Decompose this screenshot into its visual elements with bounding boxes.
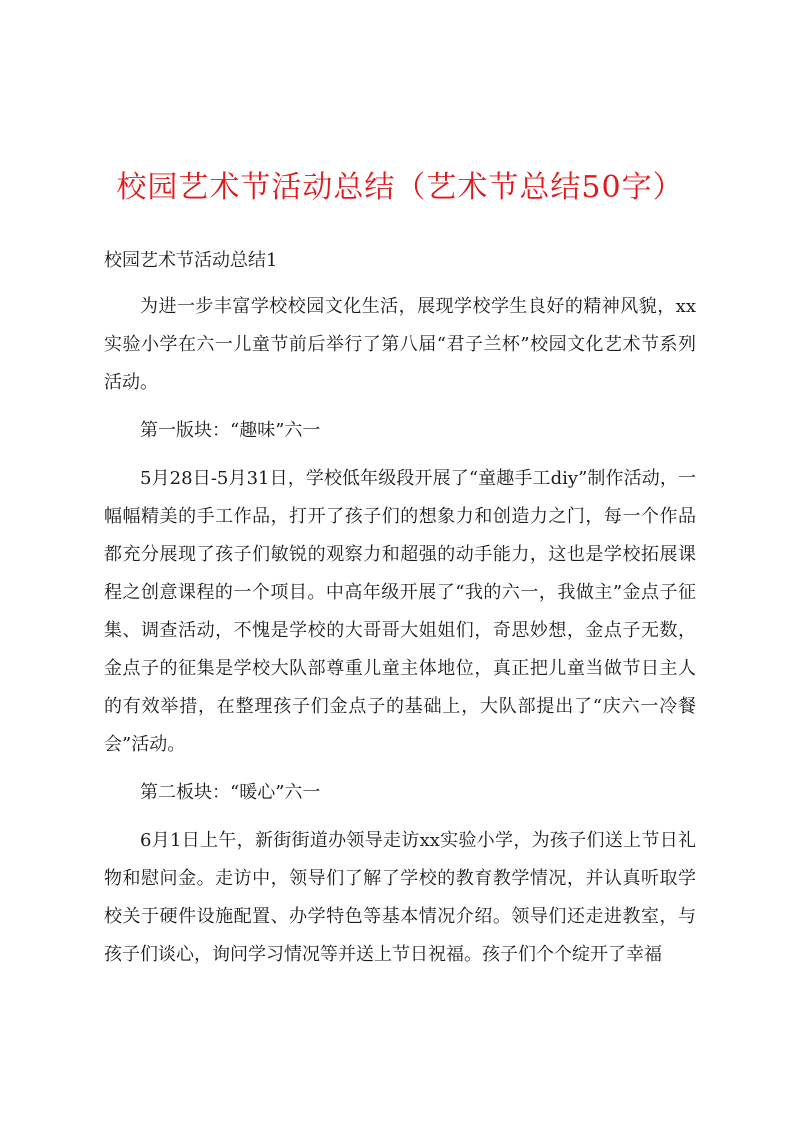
paragraph-intro: 为进一步丰富学校校园文化生活，展现学校学生良好的精神风貌，xx实验小学在六一儿童节前后举行了第八届“君子兰杯”校园文化艺术节系列活动。	[104, 296, 696, 393]
paragraph-part-two: 6月1日上午，新街街道办领导走访xx实验小学，为孩子们送上节日礼物和慰问金。走访中，领导们了解了学校的教育教学情况，并认真听取学校关于硬件设施配置、办学特色等基本情况介绍。领导们还走进教室，与孩子们谈心，询问学习情况等并送上节日祝福。孩子们个个绽开了幸福	[104, 830, 696, 965]
paragraph-part-one: 5月28日-5月31日，学校低年级段开展了“童趣手工diy”制作活动，一幅幅精美的手工作品，打开了孩子们的想象力和创造力之门，每一个作品都充分展现了孩子们敏锐的观察力和超强的动手能力，这也是学校拓展课程之创意课程的一个项目。中高年级开展了“我的六一，我做主”金点子征集、调查活动，不愧是学校的大哥哥大姐姐们，奇思妙想，金点子无数，金点子的征集是学校大队部尊重儿童主体地位，真正把儿童当做节日主人的有效举措，在整理孩子们金点子的基础上，大队部提出了“庆六一冷餐会”活动。	[104, 468, 696, 755]
document-title: 校园艺术节活动总结（艺术节总结50字）	[116, 170, 684, 205]
section-heading: 校园艺术节活动总结1	[104, 250, 278, 271]
subheading-part-two: 第二板块：“暖心”六一	[140, 782, 321, 803]
document-body	[104, 242, 696, 984]
subheading-part-one: 第一版块：“趣味”六一	[140, 420, 321, 441]
